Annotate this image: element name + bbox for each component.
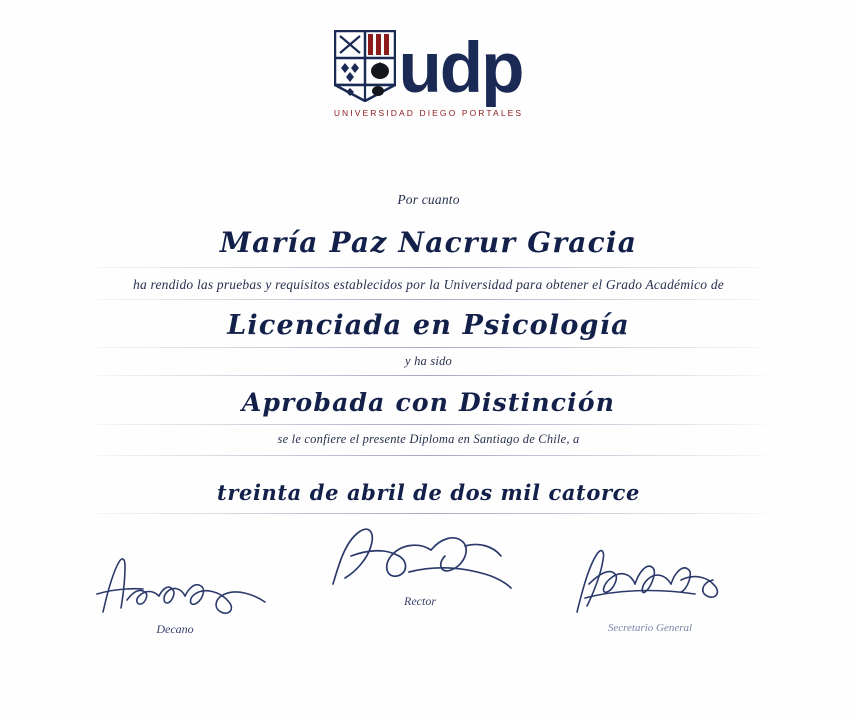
degree-text: Licenciada en Psicología (227, 310, 630, 341)
signature-caption-secretario: Secretario General (607, 622, 693, 634)
distinction-text: Aprobada con Distinción (241, 388, 616, 417)
preamble-text: Por cuanto (397, 192, 460, 207)
rule-under-conferral (92, 455, 765, 456)
signature-caption-decano: Decano (156, 622, 194, 636)
connector-text: y ha sido (405, 354, 452, 368)
rule-under-statement (92, 299, 765, 300)
signature-caption-rector: Rector (404, 594, 436, 608)
signature-secretario-general (545, 540, 755, 620)
institution-logo (0, 29, 857, 108)
rule-under-distinction (92, 424, 765, 425)
rule-under-date (92, 513, 765, 514)
signature-block-rector (315, 520, 525, 609)
rule-under-degree (92, 347, 765, 348)
conferral-text: se le confiere el presente Diploma en Santiago de Chile, a (277, 432, 580, 446)
statement-text: ha rendido las pruebas y requisitos establecidos por la Universidad para obtener el Grado Académico de (133, 277, 724, 292)
signature-block-secretario (545, 540, 755, 634)
date-text: treinta de abril de dos mil catorce (217, 480, 640, 505)
rule-under-name (92, 267, 765, 268)
signature-decano (75, 548, 275, 620)
rule-under-connector (92, 375, 765, 376)
signature-block-decano (75, 548, 275, 637)
recipient-name: María Paz Nacrur Gracia (219, 226, 638, 259)
shield-crest-icon (334, 30, 396, 102)
institution-full-name: UNIVERSIDAD DIEGO PORTALES (333, 108, 524, 118)
institution-acronym: udp (398, 29, 523, 108)
signature-rector (315, 520, 525, 592)
